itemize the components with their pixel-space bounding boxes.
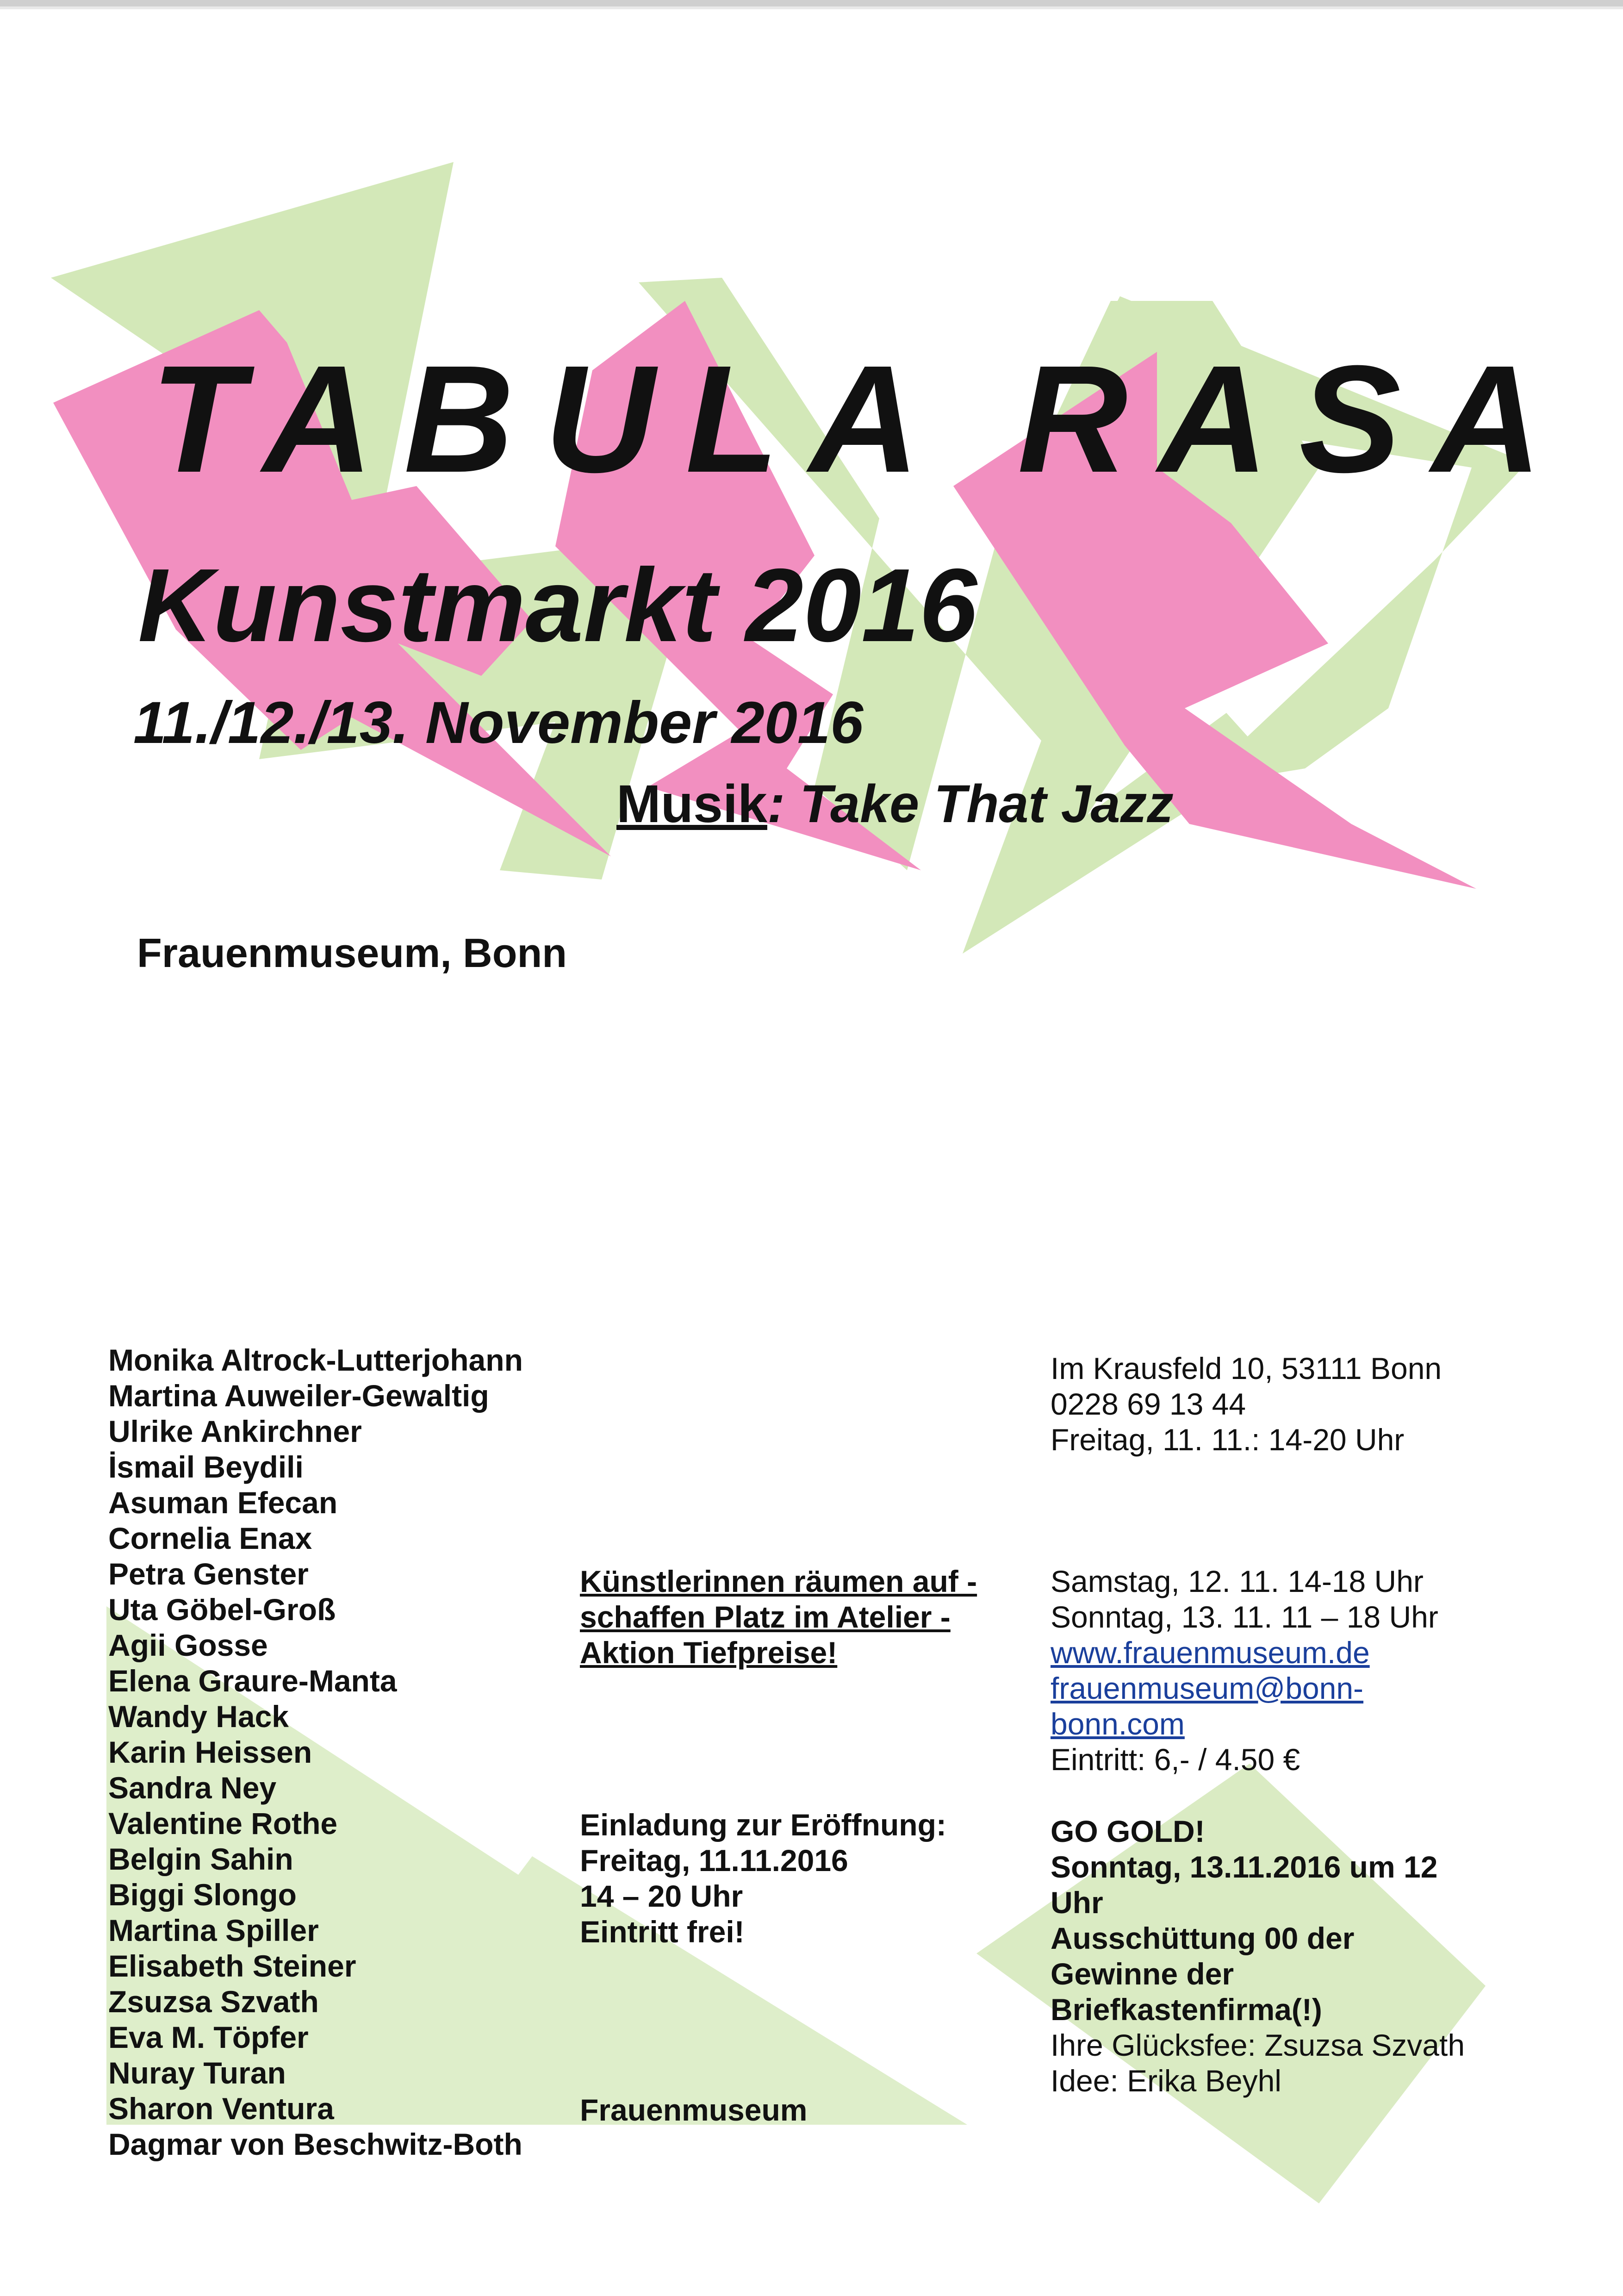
artist-name: Karin Heissen — [108, 1735, 312, 1769]
artist-name: Uta Göbel-Groß — [108, 1592, 336, 1627]
opening-line: Einladung zur Eröffnung: — [580, 1808, 946, 1842]
opening-line: 14 – 20 Uhr — [580, 1879, 743, 1913]
admission-price: Eintritt: 6,- / 4.50 € — [1051, 1742, 1300, 1777]
artist-name: Ulrike Ankirchner — [108, 1414, 362, 1448]
artist-name: Belgin Sahin — [108, 1842, 293, 1876]
email-link-part2[interactable]: bonn.com — [1051, 1707, 1185, 1741]
artist-name: Monika Altrock-Lutterjohann — [108, 1343, 523, 1377]
hours-sunday: Sonntag, 13. 11. 11 – 18 Uhr — [1051, 1600, 1438, 1634]
opening-invitation — [580, 1807, 946, 1950]
artist-list — [108, 1342, 523, 2162]
action-line: Künstlerinnen räumen auf - — [580, 1564, 977, 1598]
event-dates: 11./12./13. November 2016 — [133, 690, 864, 756]
email-link-part1[interactable]: frauenmuseum@bonn- — [1051, 1671, 1364, 1705]
music-label: Musik — [616, 774, 767, 834]
gold-line: Uhr — [1051, 1885, 1103, 1920]
action-line: Aktion Tiefpreise! — [580, 1635, 838, 1670]
artist-name: Dagmar von Beschwitz-Both — [108, 2127, 522, 2161]
opening-hours — [1051, 1564, 1438, 1778]
artist-name: Asuman Efecan — [108, 1485, 338, 1520]
opening-line: Eintritt frei! — [580, 1915, 745, 1949]
artist-name: Cornelia Enax — [108, 1521, 312, 1555]
artist-name: Agii Gosse — [108, 1628, 268, 1662]
footer-organizer: Frauenmuseum — [580, 2093, 808, 2127]
gold-line: Briefkastenfirma(!) — [1051, 1992, 1322, 2027]
artist-name: Elena Graure-Manta — [108, 1664, 397, 1698]
website-link[interactable]: www.frauenmuseum.de — [1051, 1635, 1370, 1670]
phone: 0228 69 13 44 — [1051, 1387, 1246, 1421]
gold-line: Ausschüttung 00 der — [1051, 1921, 1355, 1955]
artist-name: Biggi Slongo — [108, 1878, 297, 1912]
lucky-fairy: Ihre Glücksfee: Zsuzsa Szvath — [1051, 2028, 1465, 2062]
artist-name: Eva M. Töpfer — [108, 2020, 309, 2054]
idea-credit: Idee: Erika Beyhl — [1051, 2064, 1281, 2098]
artist-name: Martina Auweiler-Gewaltig — [108, 1379, 489, 1413]
music-line — [616, 774, 1174, 834]
action-line: schaffen Platz im Atelier - — [580, 1600, 951, 1634]
opening-line: Freitag, 11.11.2016 — [580, 1843, 848, 1878]
gold-line: GO GOLD! — [1051, 1814, 1205, 1848]
artist-name: Wandy Hack — [108, 1699, 289, 1734]
artist-name: Sharon Ventura — [108, 2091, 334, 2126]
artist-name: Elisabeth Steiner — [108, 1949, 356, 1983]
hours-saturday: Samstag, 12. 11. 14-18 Uhr — [1051, 1564, 1424, 1598]
artist-name: Sandra Ney — [108, 1771, 277, 1805]
gold-line: Gewinne der — [1051, 1957, 1234, 1991]
contact-info — [1051, 1351, 1442, 1458]
artist-name: Martina Spiller — [108, 1913, 319, 1947]
hours-friday: Freitag, 11. 11.: 14-20 Uhr — [1051, 1423, 1405, 1457]
poster-title: TABULA RASA — [150, 333, 1573, 504]
go-gold-block — [1051, 1814, 1465, 2099]
gold-line: Sonntag, 13.11.2016 um 12 — [1051, 1850, 1438, 1884]
artist-name: Zsuzsa Szvath — [108, 1984, 319, 2019]
poster-subtitle: Kunstmarkt 2016 — [138, 547, 977, 663]
music-value: : Take That Jazz — [767, 774, 1174, 834]
artist-name: İsmail Beydili — [108, 1450, 304, 1484]
artist-name: Petra Genster — [108, 1557, 309, 1591]
action-notice — [580, 1564, 977, 1671]
address: Im Krausfeld 10, 53111 Bonn — [1051, 1351, 1442, 1385]
artist-name: Valentine Rothe — [108, 1806, 338, 1841]
venue-name: Frauenmuseum, Bonn — [137, 930, 567, 976]
artist-name: Nuray Turan — [108, 2056, 286, 2090]
